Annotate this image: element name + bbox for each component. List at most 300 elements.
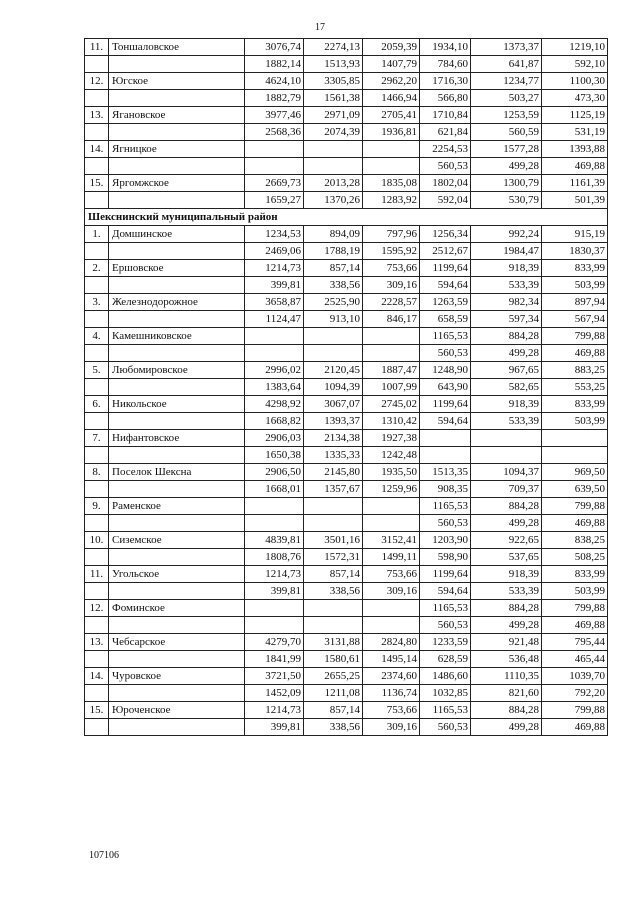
row-index: 11. bbox=[85, 566, 109, 583]
value-cell: 3658,87 bbox=[245, 294, 304, 311]
value-cell: 560,53 bbox=[420, 719, 471, 736]
value-cell: 753,66 bbox=[363, 566, 420, 583]
row-index: 2. bbox=[85, 260, 109, 277]
row-index-empty bbox=[85, 583, 109, 600]
settlement-name: Камешниковское bbox=[109, 328, 245, 345]
value-cell: 1580,61 bbox=[304, 651, 363, 668]
value-cell: 857,14 bbox=[304, 566, 363, 583]
row-index-empty bbox=[85, 345, 109, 362]
value-cell: 1710,84 bbox=[420, 107, 471, 124]
value-cell: 1659,27 bbox=[245, 192, 304, 209]
value-cell bbox=[363, 617, 420, 634]
table-row bbox=[85, 311, 608, 328]
table-row bbox=[85, 600, 608, 617]
value-cell: 1165,53 bbox=[420, 328, 471, 345]
row-index-empty bbox=[85, 447, 109, 464]
value-cell: 1370,26 bbox=[304, 192, 363, 209]
row-index-empty bbox=[85, 158, 109, 175]
value-cell: 982,34 bbox=[471, 294, 542, 311]
value-cell: 2374,60 bbox=[363, 668, 420, 685]
value-cell: 1136,74 bbox=[363, 685, 420, 702]
table-row bbox=[85, 566, 608, 583]
value-cell: 1668,82 bbox=[245, 413, 304, 430]
row-index: 13. bbox=[85, 107, 109, 124]
settlement-name: Чуровское bbox=[109, 668, 245, 685]
table-row bbox=[85, 464, 608, 481]
value-cell: 1513,35 bbox=[420, 464, 471, 481]
value-cell: 560,53 bbox=[420, 158, 471, 175]
row-index: 12. bbox=[85, 73, 109, 90]
value-cell: 1039,70 bbox=[542, 668, 608, 685]
value-cell bbox=[304, 345, 363, 362]
value-cell: 918,39 bbox=[471, 566, 542, 583]
value-cell: 2254,53 bbox=[420, 141, 471, 158]
value-cell: 473,30 bbox=[542, 90, 608, 107]
value-cell: 1650,38 bbox=[245, 447, 304, 464]
row-index-empty bbox=[85, 311, 109, 328]
value-cell: 1499,11 bbox=[363, 549, 420, 566]
value-cell: 2669,73 bbox=[245, 175, 304, 192]
row-index-empty bbox=[85, 277, 109, 294]
value-cell: 1393,88 bbox=[542, 141, 608, 158]
value-cell: 753,66 bbox=[363, 702, 420, 719]
table-row bbox=[85, 668, 608, 685]
table-row bbox=[85, 396, 608, 413]
table-row bbox=[85, 90, 608, 107]
value-cell: 537,65 bbox=[471, 549, 542, 566]
section-row bbox=[85, 209, 608, 226]
value-cell: 1203,90 bbox=[420, 532, 471, 549]
value-cell bbox=[363, 515, 420, 532]
value-cell: 1841,99 bbox=[245, 651, 304, 668]
value-cell: 1452,09 bbox=[245, 685, 304, 702]
value-cell: 3721,50 bbox=[245, 668, 304, 685]
value-cell: 1466,94 bbox=[363, 90, 420, 107]
value-cell bbox=[420, 447, 471, 464]
value-cell: 784,60 bbox=[420, 56, 471, 73]
table-row bbox=[85, 158, 608, 175]
value-cell: 503,99 bbox=[542, 277, 608, 294]
value-cell: 621,84 bbox=[420, 124, 471, 141]
value-cell bbox=[245, 617, 304, 634]
row-index: 14. bbox=[85, 668, 109, 685]
value-cell: 592,10 bbox=[542, 56, 608, 73]
value-cell: 469,88 bbox=[542, 719, 608, 736]
value-cell bbox=[304, 141, 363, 158]
table-row bbox=[85, 260, 608, 277]
value-cell: 2705,41 bbox=[363, 107, 420, 124]
value-cell: 897,94 bbox=[542, 294, 608, 311]
row-index: 11. bbox=[85, 39, 109, 56]
settlement-name-empty bbox=[109, 685, 245, 702]
value-cell: 838,25 bbox=[542, 532, 608, 549]
value-cell: 1094,37 bbox=[471, 464, 542, 481]
value-cell: 1373,37 bbox=[471, 39, 542, 56]
value-cell: 884,28 bbox=[471, 498, 542, 515]
table-row bbox=[85, 447, 608, 464]
value-cell: 3076,74 bbox=[245, 39, 304, 56]
row-index: 14. bbox=[85, 141, 109, 158]
table-row bbox=[85, 107, 608, 124]
value-cell bbox=[304, 158, 363, 175]
value-cell: 469,88 bbox=[542, 515, 608, 532]
value-cell: 469,88 bbox=[542, 617, 608, 634]
table-row bbox=[85, 481, 608, 498]
value-cell: 338,56 bbox=[304, 719, 363, 736]
settlement-name-empty bbox=[109, 243, 245, 260]
value-cell: 338,56 bbox=[304, 277, 363, 294]
table-row bbox=[85, 413, 608, 430]
settlement-name-empty bbox=[109, 345, 245, 362]
value-cell bbox=[245, 498, 304, 515]
value-cell: 530,79 bbox=[471, 192, 542, 209]
settlement-name-empty bbox=[109, 617, 245, 634]
value-cell: 1199,64 bbox=[420, 566, 471, 583]
value-cell bbox=[363, 141, 420, 158]
value-cell: 3977,46 bbox=[245, 107, 304, 124]
row-index: 9. bbox=[85, 498, 109, 515]
value-cell: 918,39 bbox=[471, 260, 542, 277]
row-index-empty bbox=[85, 515, 109, 532]
table-row bbox=[85, 379, 608, 396]
value-cell: 913,10 bbox=[304, 311, 363, 328]
value-cell: 1887,47 bbox=[363, 362, 420, 379]
settlement-name: Раменское bbox=[109, 498, 245, 515]
row-index-empty bbox=[85, 685, 109, 702]
settlement-name: Домшинское bbox=[109, 226, 245, 243]
section-header-group bbox=[85, 209, 608, 226]
value-cell bbox=[304, 617, 363, 634]
value-cell: 582,65 bbox=[471, 379, 542, 396]
value-cell: 1234,77 bbox=[471, 73, 542, 90]
value-cell: 1199,64 bbox=[420, 396, 471, 413]
value-cell: 2059,39 bbox=[363, 39, 420, 56]
table-row bbox=[85, 362, 608, 379]
value-cell: 821,60 bbox=[471, 685, 542, 702]
value-cell: 1100,30 bbox=[542, 73, 608, 90]
table-row bbox=[85, 498, 608, 515]
settlement-name: Сиземское bbox=[109, 532, 245, 549]
value-cell bbox=[471, 430, 542, 447]
value-cell: 499,28 bbox=[471, 345, 542, 362]
value-cell: 799,88 bbox=[542, 328, 608, 345]
value-cell: 1219,10 bbox=[542, 39, 608, 56]
value-cell: 503,27 bbox=[471, 90, 542, 107]
value-cell: 508,25 bbox=[542, 549, 608, 566]
value-cell: 567,94 bbox=[542, 311, 608, 328]
settlement-name-empty bbox=[109, 192, 245, 209]
value-cell: 1214,73 bbox=[245, 566, 304, 583]
value-cell: 1125,19 bbox=[542, 107, 608, 124]
value-cell: 2512,67 bbox=[420, 243, 471, 260]
value-cell: 1393,37 bbox=[304, 413, 363, 430]
value-cell: 309,16 bbox=[363, 719, 420, 736]
value-cell: 908,35 bbox=[420, 481, 471, 498]
settlement-name-empty bbox=[109, 651, 245, 668]
row-index-empty bbox=[85, 617, 109, 634]
value-cell: 1577,28 bbox=[471, 141, 542, 158]
value-cell: 884,28 bbox=[471, 702, 542, 719]
table-row bbox=[85, 243, 608, 260]
value-cell: 1233,59 bbox=[420, 634, 471, 651]
value-cell: 628,59 bbox=[420, 651, 471, 668]
row-index: 13. bbox=[85, 634, 109, 651]
value-cell bbox=[363, 328, 420, 345]
value-cell: 503,99 bbox=[542, 583, 608, 600]
value-cell: 4298,92 bbox=[245, 396, 304, 413]
value-cell: 309,16 bbox=[363, 277, 420, 294]
table-row bbox=[85, 56, 608, 73]
value-cell: 857,14 bbox=[304, 702, 363, 719]
value-cell: 1716,30 bbox=[420, 73, 471, 90]
value-cell: 1486,60 bbox=[420, 668, 471, 685]
table-row bbox=[85, 685, 608, 702]
value-cell: 2971,09 bbox=[304, 107, 363, 124]
value-cell: 922,65 bbox=[471, 532, 542, 549]
value-cell: 2228,57 bbox=[363, 294, 420, 311]
settlement-name: Яргомжское bbox=[109, 175, 245, 192]
value-cell: 639,50 bbox=[542, 481, 608, 498]
value-cell: 2745,02 bbox=[363, 396, 420, 413]
table-row bbox=[85, 702, 608, 719]
value-cell bbox=[304, 515, 363, 532]
section-title: Шекснинский муниципальный район bbox=[85, 209, 608, 226]
settlement-name: Никольское bbox=[109, 396, 245, 413]
value-cell: 594,64 bbox=[420, 277, 471, 294]
settlement-name: Ягницкое bbox=[109, 141, 245, 158]
value-cell: 884,28 bbox=[471, 600, 542, 617]
settlement-name: Железнодорожное bbox=[109, 294, 245, 311]
row-index: 1. bbox=[85, 226, 109, 243]
value-cell: 3131,88 bbox=[304, 634, 363, 651]
value-cell: 1668,01 bbox=[245, 481, 304, 498]
settlement-name: Поселок Шексна bbox=[109, 464, 245, 481]
value-cell: 795,44 bbox=[542, 634, 608, 651]
value-cell bbox=[245, 515, 304, 532]
value-cell: 846,17 bbox=[363, 311, 420, 328]
value-cell bbox=[542, 447, 608, 464]
value-cell: 1283,92 bbox=[363, 192, 420, 209]
row-index-empty bbox=[85, 719, 109, 736]
value-cell: 1259,96 bbox=[363, 481, 420, 498]
value-cell: 1513,93 bbox=[304, 56, 363, 73]
value-cell: 1007,99 bbox=[363, 379, 420, 396]
value-cell: 499,28 bbox=[471, 158, 542, 175]
value-cell: 883,25 bbox=[542, 362, 608, 379]
value-cell: 1310,42 bbox=[363, 413, 420, 430]
table-body-after bbox=[85, 226, 608, 736]
value-cell: 4624,10 bbox=[245, 73, 304, 90]
settlement-name-empty bbox=[109, 311, 245, 328]
value-cell: 1214,73 bbox=[245, 260, 304, 277]
settlement-name-empty bbox=[109, 413, 245, 430]
value-cell: 399,81 bbox=[245, 719, 304, 736]
value-cell: 1199,64 bbox=[420, 260, 471, 277]
value-cell: 643,90 bbox=[420, 379, 471, 396]
row-index: 15. bbox=[85, 702, 109, 719]
row-index-empty bbox=[85, 413, 109, 430]
value-cell: 1934,10 bbox=[420, 39, 471, 56]
row-index-empty bbox=[85, 379, 109, 396]
value-cell: 533,39 bbox=[471, 583, 542, 600]
value-cell: 1110,35 bbox=[471, 668, 542, 685]
settlement-name-empty bbox=[109, 481, 245, 498]
value-cell: 1161,39 bbox=[542, 175, 608, 192]
value-cell: 915,19 bbox=[542, 226, 608, 243]
value-cell: 709,37 bbox=[471, 481, 542, 498]
value-cell: 1234,53 bbox=[245, 226, 304, 243]
table-row bbox=[85, 39, 608, 56]
document-code: 107106 bbox=[89, 850, 119, 861]
value-cell: 792,20 bbox=[542, 685, 608, 702]
settlement-name: Юроченское bbox=[109, 702, 245, 719]
value-cell: 753,66 bbox=[363, 260, 420, 277]
value-cell: 499,28 bbox=[471, 515, 542, 532]
value-cell: 465,44 bbox=[542, 651, 608, 668]
value-cell: 1263,59 bbox=[420, 294, 471, 311]
value-cell: 1256,34 bbox=[420, 226, 471, 243]
table-row bbox=[85, 719, 608, 736]
settlement-name: Нифантовское bbox=[109, 430, 245, 447]
value-cell: 503,99 bbox=[542, 413, 608, 430]
value-cell: 533,39 bbox=[471, 413, 542, 430]
value-cell bbox=[420, 430, 471, 447]
row-index: 3. bbox=[85, 294, 109, 311]
value-cell bbox=[245, 600, 304, 617]
value-cell bbox=[245, 345, 304, 362]
value-cell bbox=[245, 141, 304, 158]
page-number: 17 bbox=[315, 22, 325, 33]
settlement-name-empty bbox=[109, 56, 245, 73]
row-index: 15. bbox=[85, 175, 109, 192]
value-cell bbox=[304, 328, 363, 345]
value-cell: 918,39 bbox=[471, 396, 542, 413]
value-cell: 1094,39 bbox=[304, 379, 363, 396]
value-cell: 967,65 bbox=[471, 362, 542, 379]
value-cell: 1835,08 bbox=[363, 175, 420, 192]
table-row bbox=[85, 175, 608, 192]
table-row bbox=[85, 430, 608, 447]
value-cell: 1572,31 bbox=[304, 549, 363, 566]
table-row bbox=[85, 617, 608, 634]
value-cell: 2996,02 bbox=[245, 362, 304, 379]
settlement-name-empty bbox=[109, 379, 245, 396]
value-cell: 969,50 bbox=[542, 464, 608, 481]
settlement-name: Ягановское bbox=[109, 107, 245, 124]
value-cell: 2013,28 bbox=[304, 175, 363, 192]
value-cell: 2525,90 bbox=[304, 294, 363, 311]
table-row bbox=[85, 277, 608, 294]
value-cell: 1808,76 bbox=[245, 549, 304, 566]
settlement-name: Тоншаловское bbox=[109, 39, 245, 56]
row-index-empty bbox=[85, 651, 109, 668]
settlement-name-empty bbox=[109, 90, 245, 107]
value-cell: 1165,53 bbox=[420, 600, 471, 617]
value-cell: 2655,25 bbox=[304, 668, 363, 685]
table-row bbox=[85, 651, 608, 668]
value-cell: 797,96 bbox=[363, 226, 420, 243]
value-cell: 1357,67 bbox=[304, 481, 363, 498]
value-cell: 1495,14 bbox=[363, 651, 420, 668]
value-cell bbox=[245, 328, 304, 345]
settlement-name-empty bbox=[109, 549, 245, 566]
table-row bbox=[85, 634, 608, 651]
value-cell: 499,28 bbox=[471, 617, 542, 634]
value-cell: 4839,81 bbox=[245, 532, 304, 549]
value-cell: 1383,64 bbox=[245, 379, 304, 396]
value-cell: 833,99 bbox=[542, 396, 608, 413]
value-cell: 894,09 bbox=[304, 226, 363, 243]
value-cell: 799,88 bbox=[542, 600, 608, 617]
value-cell: 799,88 bbox=[542, 498, 608, 515]
value-cell: 1253,59 bbox=[471, 107, 542, 124]
value-cell: 536,48 bbox=[471, 651, 542, 668]
settlement-name-empty bbox=[109, 583, 245, 600]
tariff-table bbox=[84, 38, 608, 736]
value-cell: 2962,20 bbox=[363, 73, 420, 90]
value-cell: 1248,90 bbox=[420, 362, 471, 379]
value-cell: 799,88 bbox=[542, 702, 608, 719]
row-index-empty bbox=[85, 56, 109, 73]
value-cell: 592,04 bbox=[420, 192, 471, 209]
value-cell: 2074,39 bbox=[304, 124, 363, 141]
value-cell bbox=[363, 158, 420, 175]
value-cell: 884,28 bbox=[471, 328, 542, 345]
row-index-empty bbox=[85, 549, 109, 566]
value-cell: 2906,50 bbox=[245, 464, 304, 481]
table-row bbox=[85, 583, 608, 600]
settlement-name-empty bbox=[109, 158, 245, 175]
value-cell: 4279,70 bbox=[245, 634, 304, 651]
table-row bbox=[85, 549, 608, 566]
value-cell: 2568,36 bbox=[245, 124, 304, 141]
value-cell: 3152,41 bbox=[363, 532, 420, 549]
table-row bbox=[85, 141, 608, 158]
value-cell: 1830,37 bbox=[542, 243, 608, 260]
value-cell: 3067,07 bbox=[304, 396, 363, 413]
settlement-name: Фоминское bbox=[109, 600, 245, 617]
settlement-name-empty bbox=[109, 719, 245, 736]
value-cell: 1214,73 bbox=[245, 702, 304, 719]
value-cell: 1211,08 bbox=[304, 685, 363, 702]
value-cell: 399,81 bbox=[245, 583, 304, 600]
value-cell: 309,16 bbox=[363, 583, 420, 600]
value-cell: 1882,14 bbox=[245, 56, 304, 73]
settlement-name-empty bbox=[109, 277, 245, 294]
value-cell: 1032,85 bbox=[420, 685, 471, 702]
settlement-name: Ершовское bbox=[109, 260, 245, 277]
value-cell: 531,19 bbox=[542, 124, 608, 141]
row-index-empty bbox=[85, 90, 109, 107]
value-cell bbox=[363, 600, 420, 617]
value-cell: 1165,53 bbox=[420, 702, 471, 719]
value-cell: 1936,81 bbox=[363, 124, 420, 141]
row-index: 12. bbox=[85, 600, 109, 617]
value-cell: 533,39 bbox=[471, 277, 542, 294]
value-cell: 469,88 bbox=[542, 345, 608, 362]
value-cell: 338,56 bbox=[304, 583, 363, 600]
value-cell: 560,53 bbox=[420, 345, 471, 362]
value-cell: 594,64 bbox=[420, 583, 471, 600]
value-cell: 594,64 bbox=[420, 413, 471, 430]
value-cell: 597,34 bbox=[471, 311, 542, 328]
value-cell: 553,25 bbox=[542, 379, 608, 396]
value-cell: 566,80 bbox=[420, 90, 471, 107]
value-cell: 641,87 bbox=[471, 56, 542, 73]
value-cell: 499,28 bbox=[471, 719, 542, 736]
value-cell bbox=[363, 345, 420, 362]
settlement-name: Чебсарское bbox=[109, 634, 245, 651]
